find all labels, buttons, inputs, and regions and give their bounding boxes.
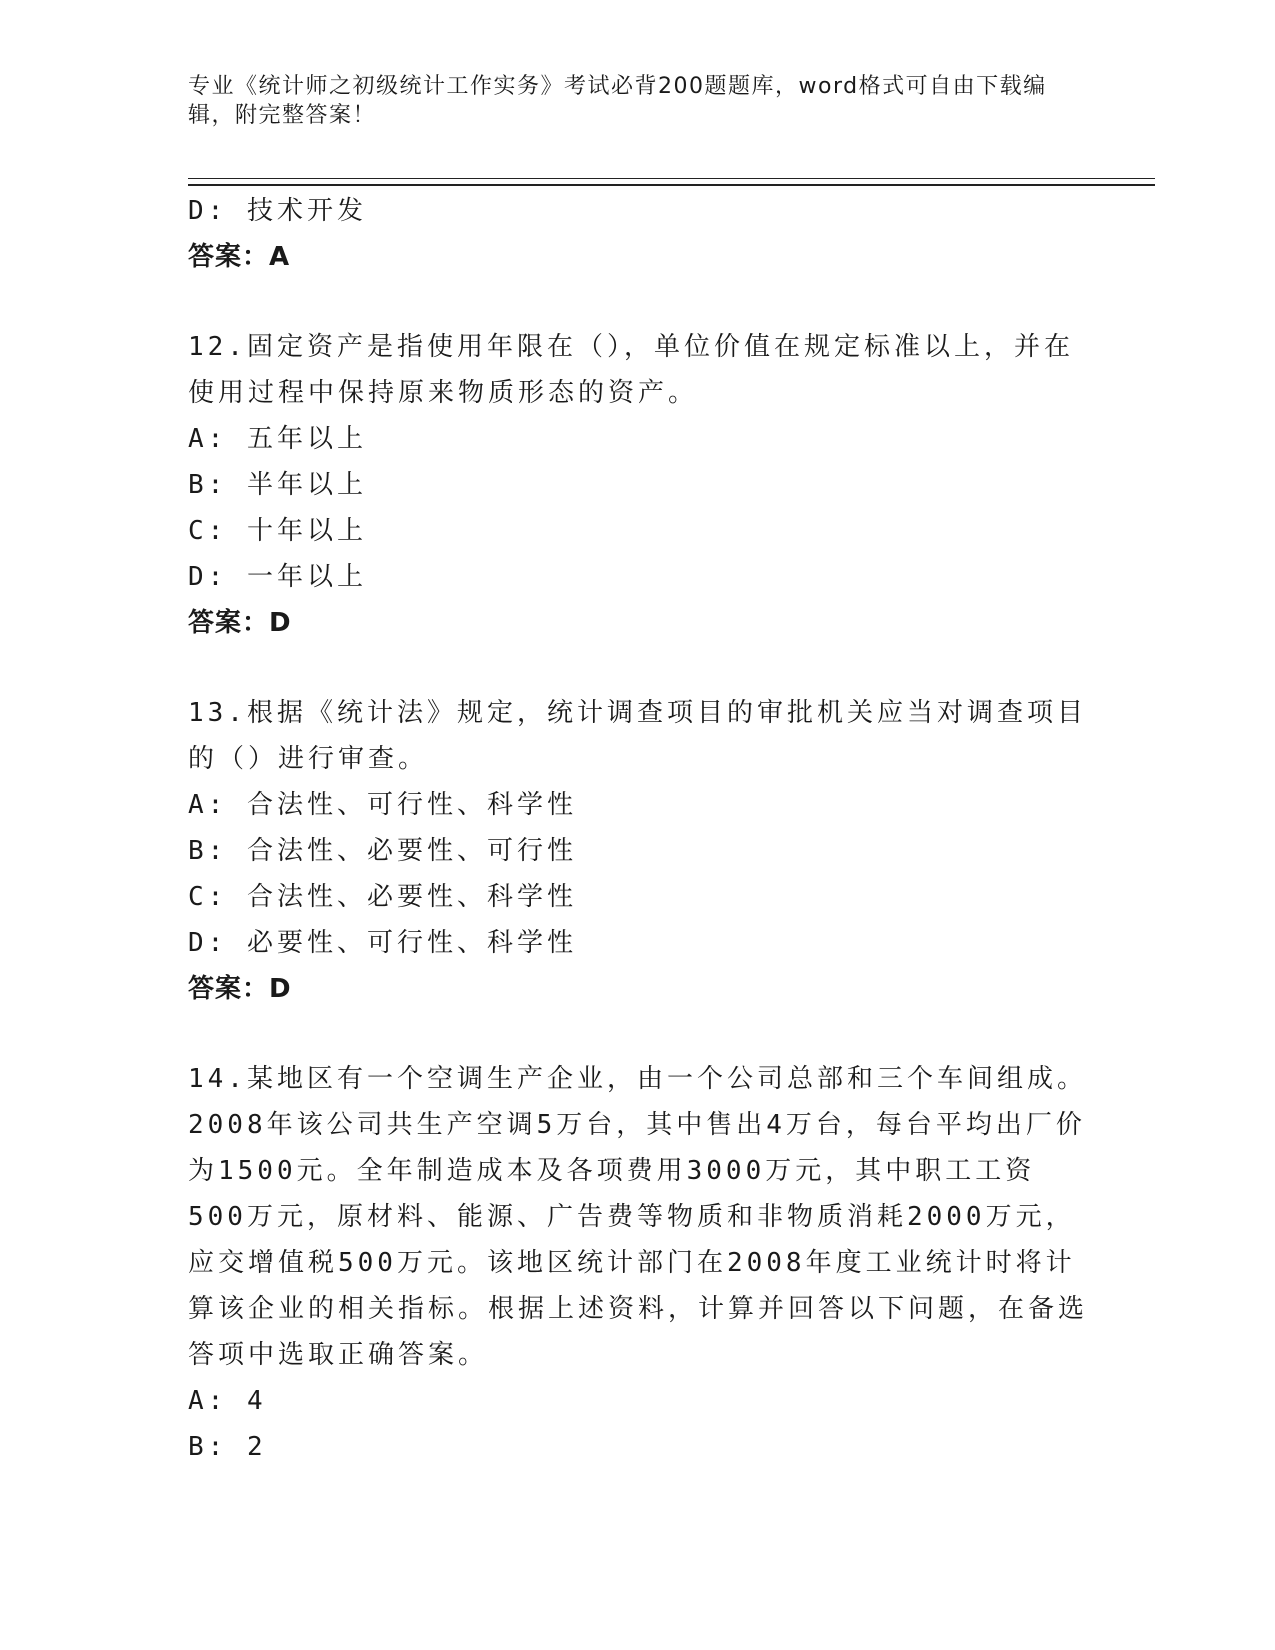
option-a: A: 五年以上 xyxy=(188,424,367,454)
document-body xyxy=(188,188,1088,1470)
spacer xyxy=(188,1012,1088,1056)
header-divider xyxy=(188,178,1155,186)
question-12-stem: 12.固定资产是指使用年限在（），单位价值在规定标准以上，并在使用过程中保持原来物质形态的资产。 xyxy=(188,332,1074,408)
option-d: D: 一年以上 xyxy=(188,562,367,592)
answer: 答案：D xyxy=(188,974,292,1004)
spacer xyxy=(188,280,1088,324)
option-b: B: 2 xyxy=(188,1432,267,1462)
question-13-stem: 13.根据《统计法》规定，统计调查项目的审批机关应当对调查项目的（）进行审查。 xyxy=(188,698,1087,774)
option-c: C: 十年以上 xyxy=(188,516,367,546)
question-14-stem: 14.某地区有一个空调生产企业，由一个公司总部和三个车间组成。2008年该公司共生产空调5万台，其中售出4万台，每台平均出厂价为1500元。全年制造成本及各项费用3000万元，其中职工工资500万元，原材料、能源、广告费等物质和非物质消耗2000万元，应交增值税500万元。该地区统计部门在2008年度工业统计时将计算该企业的相关指标。根据上述资料，计算并回答以下问题，在备选答项中选取正确答案。 xyxy=(188,1064,1089,1370)
option-c: C: 合法性、必要性、科学性 xyxy=(188,882,577,912)
option-d: D: 技术开发 xyxy=(188,196,367,226)
answer: 答案：D xyxy=(188,608,292,638)
option-b: B: 合法性、必要性、可行性 xyxy=(188,836,577,866)
page-header: 专业《统计师之初级统计工作实务》考试必背200题题库，word格式可自由下载编辑，附完整答案！ xyxy=(188,74,1047,128)
option-d: D: 必要性、可行性、科学性 xyxy=(188,928,577,958)
option-a: A: 合法性、可行性、科学性 xyxy=(188,790,577,820)
option-b: B: 半年以上 xyxy=(188,470,367,500)
option-a: A: 4 xyxy=(188,1386,267,1416)
answer: 答案：A xyxy=(188,242,291,272)
spacer xyxy=(188,646,1088,690)
